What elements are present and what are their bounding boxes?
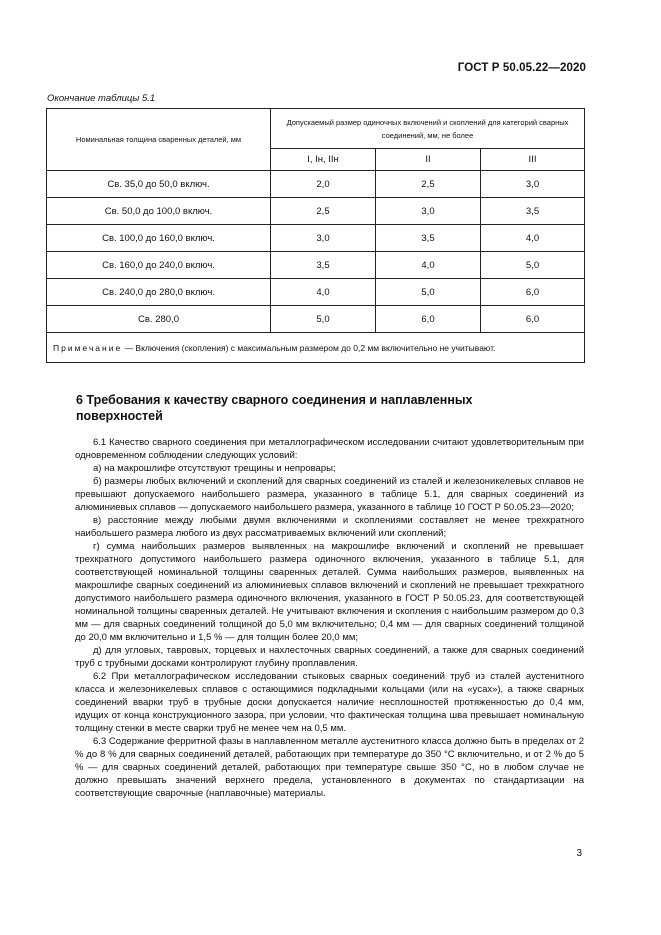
thickness-cell: Св. 240,0 до 280,0 включ.: [47, 279, 271, 306]
page-number: 3: [576, 848, 582, 859]
value-cell: 6,0: [481, 306, 585, 333]
paragraph: б) размеры любых включений и скоплений для сварных соединений из сталей и железоникелевых сплавов не превышают допускаемого наибольшего размера, указанного в таблице 5.1, для сварных соединений из алюминиевых сплавов — допускаемого наибольшего размера, указанного в таблице 10 ГОСТ Р 50.05.23—2020;: [75, 476, 584, 513]
value-cell: 3,0: [376, 198, 481, 225]
thickness-cell: Св. 50,0 до 100,0 включ.: [47, 198, 271, 225]
table-caption: Окончание таблицы 5.1: [47, 93, 156, 104]
table-row: [47, 306, 585, 333]
paragraph: в) расстояние между любыми двумя включениями и скоплениями составляет не менее трехкратного наибольшего размера любого из двух рассматриваемых включений или скоплений;: [75, 515, 584, 539]
size-column-header: Допускаемый размер одиночных включений и скоплений для категорий сварных соединений, мм, не более: [271, 109, 585, 149]
value-cell: 2,5: [376, 171, 481, 198]
paragraph: г) сумма наибольших размеров выявленных на макрошлифе включений и скоплений не превышает трехкратного допустимого наибольшего размера одиночного включения, указанного в таблице 5.1, для соответствующей номинальной толщины сваренных деталей. Сумма наибольших размеров, выявленных на макрошлифе сварных соединений из алюминиевых сплавов включений и скоплений не превышает трехкратного допустимого наибольшего размера одиночного включения, указанного в ГОСТ Р 50.05.23, для соответствующей номинальной толщины сваренных деталей. Не учитывают включения и скопления с наибольшим размером до 0,3 мм — для сварных соединений толщиной до 5,0 мм включительно; 0,4 мм — для сварных соединений толщиной до 20,0 мм включительно и 1,5 % — для толщин более 20,0 мм;: [75, 541, 584, 643]
category-header: III: [481, 149, 585, 171]
table-row: [47, 198, 585, 225]
value-cell: 3,0: [481, 171, 585, 198]
value-cell: 5,0: [376, 279, 481, 306]
paragraph: 6.3 Содержание ферритной фазы в наплавленном металле аустенитного класса должно быть в пределах от 2 % до 8 % для сварных соединений деталей, работающих при температуре до 350 °С включительно, и от 2 % до 5 % — для сварных соединений деталей, работающих при температуре свыше 350 °С, но в любом случае не должно превышать значений верхнего предела, установленного в документах по стандартизации на соответствующие сварочные (наплавочные) материалы.: [75, 736, 584, 799]
thickness-cell: Св. 35,0 до 50,0 включ.: [47, 171, 271, 198]
paragraph: 6.2 При металлографическом исследовании стыковых сварных соединений труб из сталей аустенитного класса и железоникелевых сплавов с остающимися подкладными кольцами (или на «усах»), а также сварных соединений вварки труб в трубные доски допускается наличие несплошностей протяженностью до 0,4 мм, идущих от конца конструкционного зазора, при условии, что фактическая толщина шва превышает номинальную толщину стенки в месте сварки труб не менее чем на 0,5 мм.: [75, 671, 584, 734]
value-cell: 3,5: [376, 225, 481, 252]
value-cell: 2,5: [271, 198, 376, 225]
value-cell: 4,0: [271, 279, 376, 306]
document-id-header: ГОСТ Р 50.05.22—2020: [457, 62, 586, 74]
thickness-column-header: Номинальная толщина сваренных деталей, мм: [47, 109, 271, 171]
thickness-cell: Св. 100,0 до 160,0 включ.: [47, 225, 271, 252]
value-cell: 3,5: [271, 252, 376, 279]
value-cell: 3,0: [271, 225, 376, 252]
value-cell: 4,0: [376, 252, 481, 279]
value-cell: 2,0: [271, 171, 376, 198]
value-cell: 4,0: [481, 225, 585, 252]
table-row: [47, 225, 585, 252]
category-header: II: [376, 149, 481, 171]
paragraph: 6.1 Качество сварного соединения при металлографическом исследовании считают удовлетворительным при одновременном соблюдении следующих условий:: [75, 437, 584, 461]
table-row: [47, 171, 585, 198]
paragraph: а) на макрошлифе отсутствуют трещины и непровары;: [93, 463, 336, 474]
section-title: 6 Требования к качеству сварного соединения и наплавленных поверхностей: [76, 393, 473, 423]
value-cell: 3,5: [481, 198, 585, 225]
category-header: I, Iн, IIн: [271, 149, 376, 171]
section-body: [75, 436, 584, 800]
table-row: [47, 252, 585, 279]
note-label: Примечание: [53, 342, 123, 353]
value-cell: 6,0: [481, 279, 585, 306]
inclusions-table: [46, 108, 585, 363]
thickness-cell: Св. 280,0: [47, 306, 271, 333]
value-cell: 6,0: [376, 306, 481, 333]
paragraph: д) для угловых, тавровых, торцевых и нахлесточных сварных соединений, а также для сварных соединений труб с трубными досками контролируют глубину проплавления.: [75, 645, 584, 669]
thickness-cell: Св. 160,0 до 240,0 включ.: [47, 252, 271, 279]
value-cell: 5,0: [481, 252, 585, 279]
note-text: — Включения (скопления) с максимальным размером до 0,2 мм включительно не учитывают.: [122, 342, 496, 353]
table-row: [47, 279, 585, 306]
value-cell: 5,0: [271, 306, 376, 333]
table-note: [47, 333, 585, 363]
